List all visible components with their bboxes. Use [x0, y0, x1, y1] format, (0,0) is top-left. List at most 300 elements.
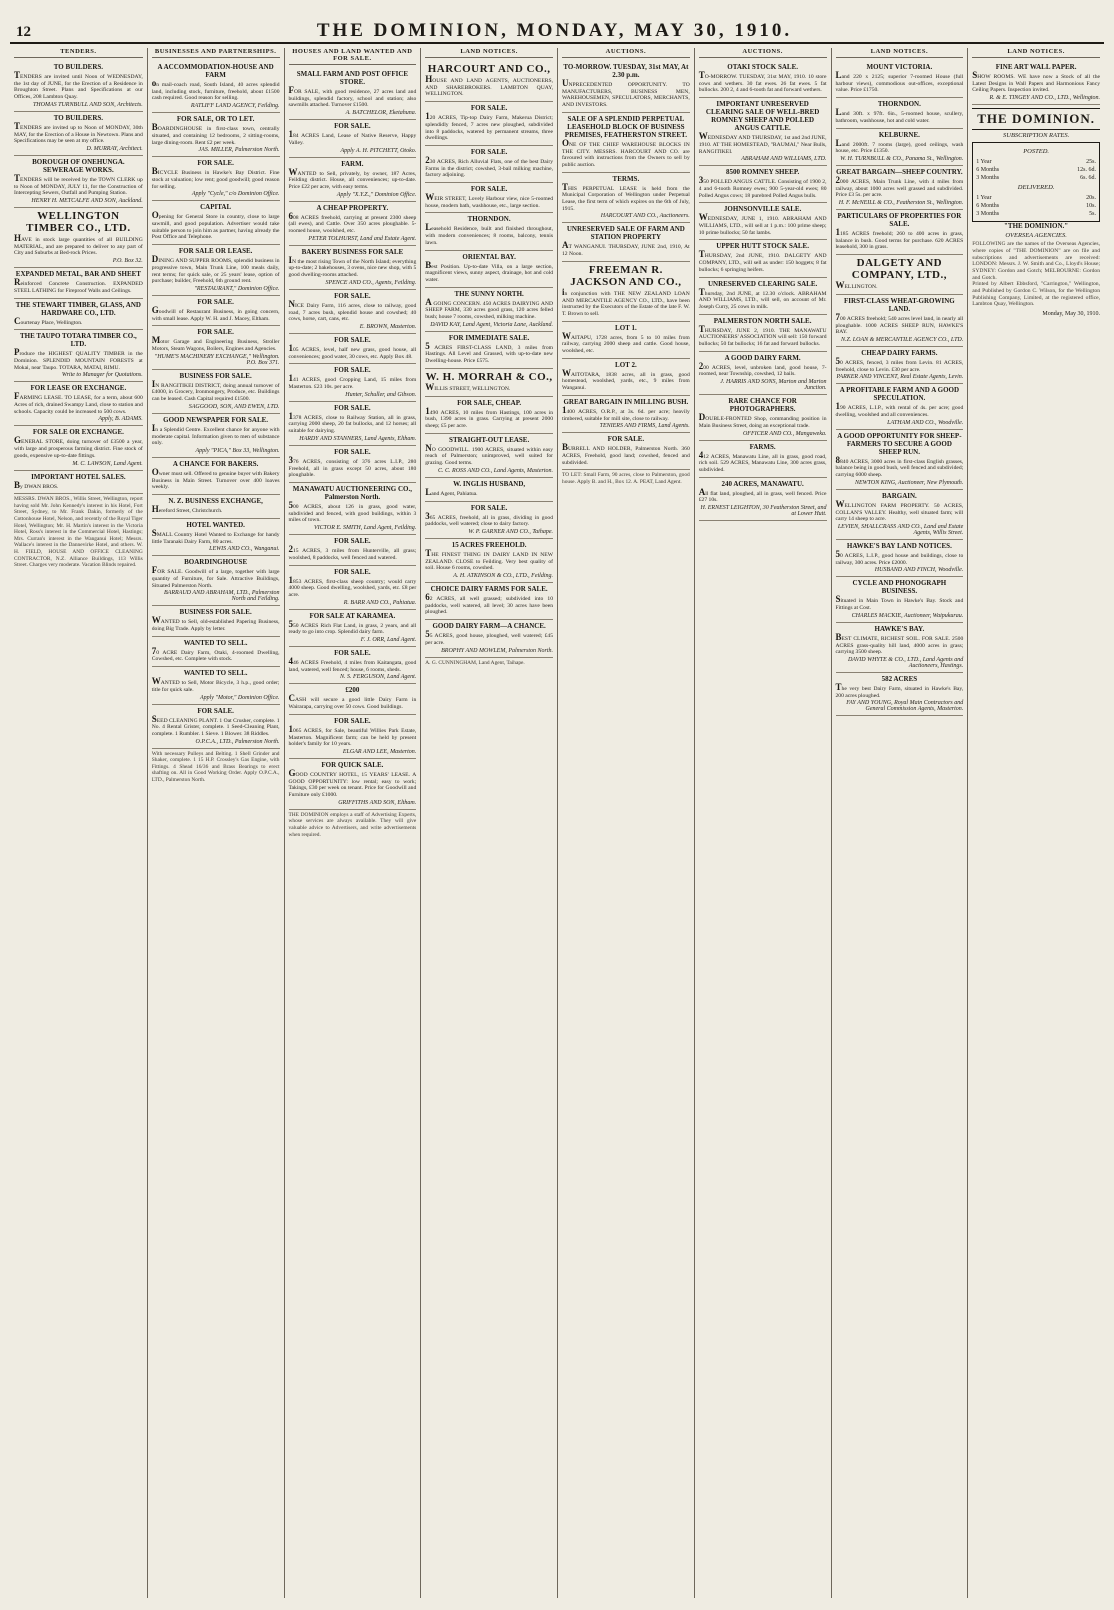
ad-body: 1185 ACRES freehold; 260 to 400 acres in grass, balance in bush. Good terms for purchase. 620 ACRES leasehold, 300 in grass.: [835, 227, 964, 251]
column-heading: LAND NOTICES.: [425, 48, 553, 58]
overseas-agencies-text: FOLLOWING are the names of the Overseas Agencies, where copies of "THE DOMINION" are on file and subscriptions and advertisements are received: LONDON: Messrs. J. W. Smith and Co., Lloyd's House; SYDNEY: Gordon and Gotch; MELBOURNE: Gordon and Gotch.: [972, 241, 1100, 281]
advertisement: [14, 156, 143, 208]
advertisement: [152, 556, 280, 606]
ad-title: A ACCOMMODATION-HOUSE AND FARM: [157, 63, 274, 79]
ad-signature: PARKER AND VINCENT, Real Estate Agents, Levin.: [836, 374, 964, 381]
ad-title: THORNDON.: [877, 100, 921, 109]
advertisement: [836, 210, 964, 255]
ad-body: NICE Dairy Farm, 116 acres, close to railway, good road, 7 acres bush, splendid house and cowshed; 40 cows, horse, cart, cans, etc.: [288, 298, 417, 323]
ad-title: IMPORTANT HOTEL SALES.: [31, 472, 126, 481]
column-2: [147, 48, 284, 1598]
ad-body: 215 ACRES, 3 miles from Hunterville, all grass; woolshed, 8 paddocks, well fenced and watered.: [288, 544, 417, 561]
advertisement: [152, 637, 280, 667]
advertisement: [289, 290, 417, 334]
ad-signature: D. MURRAY, Architect.: [86, 145, 143, 152]
advertisement: [152, 326, 280, 369]
printer-imprint: Printed by Albert Ebbsford, "Carrington," Wellington, and Published by Gordon C. Wilson, for the Wellington Publishing Company, Limited, at the registered office, Lambton Quay, Wellington.: [972, 281, 1100, 308]
advertisement: [836, 623, 964, 673]
ad-title: BOROUGH OF ONEHUNGA. SEWERAGE WORKS.: [32, 157, 125, 174]
ad-body: 2000 ACRES, Main Trunk Line, with 4 miles from railway, about 1000 acres well grassed and subdivided. Price £3 5s. per acre.: [835, 174, 964, 199]
ad-signature: BARRAUD AND ABRAHAM, LTD., Palmerston North and Feilding.: [164, 590, 280, 603]
ad-title: STRAIGHT-OUT LEASE.: [449, 435, 530, 444]
advertisement: [425, 288, 553, 332]
ad-title: BARGAIN.: [881, 491, 917, 500]
ad-body: on mail-coach road, South Island, 40 acres splendid land, including stock, furniture, freehold, about £1500 cash required. Good reason for selling.: [151, 78, 280, 102]
ad-title: TERMS.: [612, 174, 640, 183]
column-heading: LAND NOTICES.: [972, 48, 1100, 58]
advertisement: [152, 296, 280, 326]
advertisement: [289, 402, 417, 446]
ad-signature: E. BROWN, Masterton.: [359, 323, 417, 330]
advertisement: [152, 519, 280, 556]
ad-title: BOARDINGHOUSE: [184, 558, 248, 567]
advertisement: [836, 577, 964, 622]
advertisement: [289, 246, 417, 290]
ad-title: BUSINESS FOR SALE.: [179, 608, 252, 617]
ad-title: CHOICE DAIRY FARMS FOR SALE.: [430, 585, 548, 594]
ad-title: HARCOURT AND CO.,: [427, 63, 551, 75]
advertisement: [14, 268, 143, 298]
ad-body: 365 ACRES, freehold, all in grass, dividing in good paddocks, well watered; close to dairy factory.: [425, 510, 553, 528]
ad-body: 62 ACRES, all well grassed; subdivided into 10 paddocks, well watered, all level; 30 acres have been ploughed.: [425, 592, 553, 616]
advertisement: [836, 295, 964, 347]
ad-body: 230 ACRES, Rich Alluvial Flats, one of the best Dairy Farms in the district; cowshed, 3-bail milking machine, factory adjoining.: [425, 154, 553, 179]
ad-body: 1065 ACRES, for Sale, beautiful Willies Park Estate, Masterton. Magnificent farm; can be held by present holder's family for 10 years.: [288, 723, 417, 748]
ad-body: ONE OF THE CHIEF WAREHOUSE BLOCKS IN THE CITY. MESSRS. HARCOURT AND CO. are favoured with instructions from the Owners to sell by public auction.: [562, 137, 690, 168]
ad-body: 1400 ACRES, O.R.P., at 3s. 6d. per acre; heavily timbered, suitable for mill site, close to railway.: [562, 404, 690, 422]
ad-body: Leasehold Residence, built and finished throughout, with modern conveniences; 8 rooms, balcony, tennis lawn.: [425, 222, 553, 246]
advertisement: [289, 715, 417, 759]
ad-title: UPPER HUTT STOCK SALE.: [716, 242, 809, 251]
ad-title: FOR SALE.: [334, 335, 371, 344]
ad-body: All flat land, ploughed, all in grass, well fenced. Price £27 10s.: [698, 486, 827, 504]
ad-body: BOARDINGHOUSE in first-class town, centrally situated, and containing 12 bedrooms, 2 sitting-rooms, large dining-room. Rent £2 per week.: [151, 122, 280, 146]
ad-body: DINING AND SUPPER ROOMS, splendid business in progressive town, Main Trunk Line, 100 meals daily, rent terms; for quick sale, or 25 years' lease, option of purchase; builder, Freehold, 6th ground rent.: [151, 254, 280, 285]
rate-row: [976, 210, 1096, 218]
ad-signature: OFFICER AND CO., Mangaweka.: [742, 430, 827, 437]
ad-body: WEDNESDAY, JUNE 1, 1910. ABRAHAM AND WILLIAMS, LTD., will sell at 1 p.m.: 100 prime sheep; 10 prime bullocks; 50 fat lambs.: [698, 212, 827, 236]
ad-body: FARMING LEASE. TO LEASE, for a term, about 600 Acres of rich, drained Swampy Land, close to station and schools. Capacity could be increased to 500 cows.: [14, 391, 143, 415]
advertisement: [289, 535, 417, 565]
column-5: [557, 48, 694, 1598]
advertisement: [836, 384, 964, 429]
ad-title: FOR SALE, CHEAP.: [457, 398, 522, 407]
ad-body: Situated in Main Town in Hawke's Bay. Stock and Fittings at Cost.: [835, 594, 964, 612]
advertisement: [699, 98, 827, 166]
ad-body: SEED CLEANING PLANT. 1 Oat Crusher, complete. 1 No. 4 Rental Grister, complete. 1 Seed-Cleaning Plant, complete. 1 Rumbler. 1 Sieve. 1 Blower. 38 Riddles.: [151, 713, 280, 737]
advertisement: [14, 112, 143, 156]
ad-title: A CHANCE FOR BAKERS.: [172, 459, 259, 468]
rate-term: 6 Months: [976, 167, 1000, 174]
ad-body: 55 ACRES, good house, ploughed, well watered; £45 per acre.: [425, 629, 553, 646]
ad-body: Goodwill of Restaurant Business, in going concern, with small lease. Apply W. H. and J. Macey, Eltham.: [151, 304, 280, 322]
column-3: [284, 48, 421, 1598]
advertisement: [425, 332, 553, 369]
ad-title: BAKERY BUSINESS FOR SALE: [301, 247, 404, 256]
ad-title: FOR SALE.: [197, 297, 234, 306]
ad-signature: ABRAHAM AND WILLIAMS, LTD.: [741, 156, 827, 163]
rate-price: 5s.: [1089, 211, 1096, 218]
advertisement: [152, 157, 280, 201]
subscription-rates-table: [972, 142, 1100, 222]
column-filler-text: MESSRS. DWAN BROS., Willis Street, Wellington, report having sold Mr. John Kennedy's interest in his Hotel, Fort Street, Sydney, to Mr. Frank Dakin, formerly of the Cottonhouse Hotel, Nelson, and recently of the Royal Tiger Hotel, Wellington; Mr. H. Martin's interest in the Victoria Hotel, Ross's interest in the Commercial Hotel, Hastings; Mrs. Curran's interest in the Wanganui Hotel; Messrs. Wallace's interest in the Dannevirke Hotel, and others. W. H. FIELD, HOUSE AND OFFICE CLEANING CONTRACTOR, N.Z. Alliance Buildings, 113 Willis Street. Charges very moderate. Vacation Blinds repaired.: [14, 496, 143, 569]
advertisement: [425, 213, 553, 250]
ad-signature: W. P. GARNER AND CO., Taihape.: [468, 528, 553, 535]
ad-body: 700 ACRES freehold; 540 acres level land, in nearly all ploughable. 1000 ACRES SHEEP RUN, HAWKE'S BAY.: [835, 311, 964, 336]
ad-title: A PROFITABLE FARM AND A GOOD SPECULATION.: [839, 386, 960, 403]
ad-title: GREAT BARGAIN—SHEEP COUNTRY.: [836, 167, 963, 176]
ad-body: CASH will secure a good little Dairy Farm in Wairarapa, carrying over 50 cows. Good buildings.: [288, 693, 417, 711]
advertisement: [425, 397, 553, 434]
ad-title: FINE ART WALL PAPER.: [995, 63, 1077, 71]
ad-signature: A. BATCHELOR, Eketahuna.: [345, 110, 417, 117]
ad-body: By DWAN BROS.: [14, 479, 59, 490]
ad-body: Courtenay Place, Wellington.: [14, 315, 83, 326]
advertisement: [699, 240, 827, 277]
column-filler-text: THE DOMINION employs a staff of Advertising Experts, whose services are always available. They will give valuable advice to Advertisers, and write advertisements when required.: [288, 811, 417, 838]
ad-body: GENERAL STORE, doing turnover of £3500 a year, with large and prosperous farming district. Fine stock of goods, expensive up-to-date fittings.: [14, 435, 143, 459]
advertisement: [425, 502, 553, 539]
column-filler-text: A. G. CUNNINGHAM, Land Agent, Taihape.: [425, 659, 525, 666]
ad-signature: A. H. ATKINSON & CO., LTD., Feilding.: [453, 573, 553, 580]
ad-title: IMPORTANT UNRESERVED CLEARING SALE OF WELL-BRED ROMNEY SHEEP AND POLLED ANGUS CATTLE.: [705, 100, 820, 133]
ad-title: FOR SALE.: [334, 537, 371, 546]
rate-row: [976, 174, 1096, 182]
column-heading: AUCTIONS.: [699, 48, 827, 58]
advertisement: [14, 426, 143, 470]
ad-title: SALE OF A SPLENDID PERPETUAL LEASEHOLD BLOCK OF BUSINESS PREMISES, FEATHERSTON STREET.: [564, 114, 687, 139]
ad-body: 8840 ACRES, 3000 acres in first-class English grasses, balance being in good bush, well fenced and subdivided; carrying 6000 sheep.: [835, 454, 964, 479]
ad-body: AT WANGANUI. THURSDAY, JUNE 2nd, 1910, At 12 Noon.: [562, 240, 690, 258]
advertisement: [14, 382, 143, 426]
ad-body: Land 2000ft. 7 rooms (large), good ceilings, wash house, etc. Price £1350.: [835, 137, 964, 155]
ad-body: 5 ACRES FIRST-CLASS LAND, 3 miles from Hastings. All Level and Grassed, with up-to-date new Dwelling-house. Price £575.: [425, 340, 553, 365]
ad-signature: Write to Manager for Quotations.: [61, 372, 143, 379]
advertisement: [152, 370, 280, 414]
advertisement: [152, 705, 280, 749]
ad-title: A GOOD DAIRY FARM.: [724, 353, 801, 362]
ad-body: FOR SALE, with good residence, 27 acres land and buildings, splendid factory, school and station; also sawmills attached. Turnover £1500.: [288, 85, 417, 109]
ad-title: FOR SALE OR EXCHANGE.: [32, 428, 124, 437]
ad-body: GOOD COUNTRY HOTEL, 15 YEARS' LEASE. A GOOD OPPORTUNITY: low rental; easy to work; Takings, £30 per week on tenant. Price for Goodwill and Furniture only £1000.: [288, 767, 417, 799]
ad-signature: THOMAS TURNBULL AND SON, Architects.: [32, 101, 143, 108]
rate-row: [976, 202, 1096, 210]
advertisement: [289, 446, 417, 483]
rate-term: 1 Year: [976, 195, 992, 202]
ad-title: CYCLE AND PHONOGRAPH BUSINESS.: [852, 579, 947, 596]
ad-title: FREEMAN R. JACKSON AND CO.,: [570, 263, 682, 288]
advertisement: [289, 364, 417, 401]
ad-title: LOT 1.: [615, 323, 637, 332]
ad-body: NO GOODWILL. 1900 ACRES, situated within easy reach of Palmerston; unimproved, well suited for grazing. Good terms.: [425, 442, 553, 467]
advertisement: [152, 606, 280, 636]
rate-price: 20s.: [1086, 195, 1096, 202]
ad-title: OTAKI STOCK SALE.: [727, 63, 798, 71]
advertisement: [836, 673, 964, 716]
ad-body: IN RANGITIKEI DISTRICT, doing annual turnover of £4000, in Grocery, Ironmongery, Produce, etc. Buildings can be leased. Cash Capital required £1500.: [151, 378, 280, 403]
ad-body: Reinforced Concrete Construction. EXPANDED STEEL LATHING for Fireproof Walls and Ceilings.: [14, 277, 143, 294]
ad-body: Best Position. Up-to-date Villa, on a large section, magnificent views, sunny aspect, drainage, hot and cold water.: [425, 259, 553, 283]
ad-signature: GRIFFITHS AND SON, Eltham.: [338, 799, 417, 806]
advertisement: [836, 255, 964, 295]
advertisement: [972, 61, 1100, 105]
ad-title: MANAWATU AUCTIONEERING CO., Palmerston North.: [292, 484, 413, 501]
ad-body: WAITAPU, 1728 acres, from 5 to 10 miles from railway, carrying 2000 sheep and cattle. Good house, woolshed, etc.: [562, 330, 690, 355]
column-8: [967, 48, 1104, 1598]
ad-body: 200 ACRES, level, unbroken land, good house, 7-roomed, near Township, cowshed, 12 bails.: [698, 360, 827, 378]
rate-term: 6 Months: [976, 203, 1000, 210]
advertisement: [289, 759, 417, 810]
ad-body: 350 POLLED ANGUS CATTLE. Consisting of 1900 2, 4 and 6-tooth Romney ewes; 900 5-year-old ewes; 80 Polled Angus cows; 18 purebred Polled Angus bulls.: [698, 175, 827, 199]
ad-body: In a Splendid Centre. Excellent chance for anyone with moderate capital. Information given to men of substance only.: [151, 422, 280, 447]
advertisement: [562, 113, 690, 173]
ad-signature: LEWIS AND CO., Wanganui.: [209, 546, 280, 553]
column-heading: AUCTIONS.: [562, 48, 690, 58]
ad-title: FARM.: [341, 159, 364, 168]
ad-signature: CHARLES MACKIE, Auctioneer, Waipukurau.: [851, 612, 964, 619]
ad-signature: Apply "Cycle," c/o Dominion Office.: [191, 191, 280, 198]
advertisement: [836, 490, 964, 540]
ad-body: 190 ACRES, L.I.P., with rental of 4s. per acre; good dwelling, woolshed and all conveniences.: [835, 401, 964, 419]
ad-signature: Apply "Motor," Dominion Office.: [199, 694, 280, 701]
advertisement: [699, 315, 827, 352]
ad-body: Motor Garage and Engineering Business, Stroller Motors, Steam Wagons, Boilers, Engines and Agencies.: [151, 335, 280, 353]
ad-signature: J. HARRIS AND SONS, Marton and Marton Junction.: [720, 379, 827, 392]
ad-title: FOR SALE.: [334, 291, 371, 300]
ad-title: THORNDON.: [467, 215, 511, 224]
rate-term: 3 Months: [976, 175, 1000, 182]
column-heading: LAND NOTICES.: [836, 48, 964, 58]
ad-body: 500 ACRES, about 126 in grass, good water, subdivided and fenced, with good buildings, within 3 miles of town.: [288, 499, 417, 524]
ad-signature: ELGAR AND LEE, Masterton.: [342, 748, 417, 755]
ad-title: FOR SALE.: [470, 104, 508, 113]
ad-title: UNRESERVED CLEARING SALE.: [708, 279, 818, 288]
newspaper-title: THE DOMINION, MONDAY, MAY 30, 1910.: [316, 20, 793, 41]
ad-body: Opening for General Store in country, close to large sawmill, and good population. Advertiser would take suitable person to join him as partner, having already the Post Office and Telephone.: [151, 210, 280, 241]
ad-title: GOOD NEWSPAPER FOR SALE.: [163, 415, 269, 424]
ad-body: WEIR STREET, Lovely Harbour view, nice 5-roomed house, modern bath, washhouse, etc., large section.: [425, 192, 553, 209]
ad-title: GREAT BARGAIN IN MILLING BUSH.: [563, 397, 689, 406]
ad-title: FOR QUICK SALE.: [321, 760, 384, 769]
overseas-subtitle: OVERSEA AGENCIES.: [1005, 232, 1067, 240]
column-filler-text: With necessary Pulleys and Belting. 1 Shell Grinder and Shaker, complete. 1 15 H.P. Crossley's Gas Engine, with Fittings. 4 Shead 16/36 and Brass Bearings to erect shafting on. All in Good Working Order. Apply O.P.C.A., LTD., Palmerston North.: [151, 750, 280, 784]
ad-signature: Apply "PICA," Box 33, Wellington.: [195, 447, 280, 454]
ad-signature: SPENCE AND CO., Agents, Feilding.: [325, 279, 417, 286]
column-filler-text: TO LET: Small Farm, 90 acres, close to Palmerston, good house. Apply B. and H., Box 12. A. PEAT, Land Agent.: [562, 472, 690, 485]
ad-body: Land 220 x 2125; superior 7-roomed House (full harbour views), commodious out-offices, exceptional value. Price £1750.: [835, 70, 964, 94]
advertisement: [14, 471, 143, 495]
ad-title: FOR SALE.: [334, 567, 371, 576]
advertisement: [562, 433, 690, 470]
ad-body: WILLIS STREET, WELLINGTON.: [425, 381, 511, 392]
ad-body: Land 30ft. x 97ft. 6in., 5-roomed house, scullery, bathroom, washhouse, hot and cold water.: [835, 107, 964, 124]
advertisement: [425, 183, 553, 213]
advertisement: [14, 299, 143, 331]
advertisement: [425, 251, 553, 288]
ad-signature: R. BARR AND CO., Pahiatua.: [343, 599, 417, 606]
rate-price: 25s.: [1086, 159, 1096, 166]
advertisement: [699, 166, 827, 203]
ad-title: 15 ACRES FREEHOLD.: [451, 540, 527, 549]
ad-body: The very best Dairy Farm, situated in Hawke's Bay, 200 acres ploughed.: [835, 681, 964, 699]
ad-body: Produce the HIGHEST QUALITY TIMBER in the Dominion. SPLENDID MOUNTAIN FORESTS at Mokai, near Taupo. TOTARA, MATAI, RIMU.: [14, 347, 143, 371]
ad-title: 8500 ROMNEY SHEEP.: [726, 168, 800, 177]
ad-title: KELBURNE.: [878, 130, 920, 139]
ad-title: FIRST-CLASS WHEAT-GROWING LAND.: [844, 296, 955, 313]
ad-body: WELLINGTON FARM PROPERTY. 50 ACRES, COLLAN'S VALLEY. Healthy, well situated farm; will carry 14 sheep to acre.: [835, 498, 964, 523]
column-heading: BUSINESSES AND PARTNERSHIPS.: [152, 48, 280, 58]
advertisement: [289, 158, 417, 202]
ad-title: ORIENTAL BAY.: [462, 252, 516, 261]
advertisement: [425, 539, 553, 583]
ad-signature: W. H. TURNBULL & CO., Panama St., Wellington.: [840, 155, 964, 162]
ad-body: 184 ACRES Land, Lease of Native Reserve, Happy Valley.: [288, 129, 417, 146]
advertisement: [562, 173, 690, 224]
column-4: [420, 48, 557, 1598]
advertisement: [14, 330, 143, 382]
ad-title: WANTED TO SELL.: [183, 669, 248, 678]
ad-signature: R. & E. TINGEY AND CO., LTD., Wellington.: [989, 95, 1100, 102]
ad-title: FOR SALE.: [334, 366, 371, 375]
advertisement: [562, 322, 690, 359]
rate-term: 1 Year: [976, 159, 992, 166]
ad-body: BICYCLE Business in Hawke's Bay District. Fine stock at valuation; low rent; good goodwill; good reason for selling.: [151, 166, 280, 190]
ad-signature: LEVIEN, SHALLCRASS AND CO., Land and Estate Agents, Willis Street.: [837, 523, 964, 536]
ad-title: FOR SALE.: [197, 159, 234, 168]
ad-signature: JAS. MILLER, Palmerston North.: [198, 147, 280, 154]
ad-signature: "RESTAURANT," Dominion Office.: [194, 285, 280, 292]
advertisement: [289, 334, 417, 364]
ad-body: UNPRECEDENTED OPPORTUNITY. TO MANUFACTURERS, BUSINESS MEN, WAREHOUSEMEN, SPECULATORS, MERCHANTS, AND INVESTORS.: [562, 78, 690, 109]
ad-signature: PETER TOLHURST, Land and Estate Agent.: [308, 235, 417, 242]
advertisement: [836, 129, 964, 166]
posted-label: POSTED.: [1023, 148, 1050, 156]
ad-body: 608 ACRES freehold, carrying at present 2300 sheep (all ewes), and Cattle. Over 350 acres ploughable. 5-roomed house, woolshed, etc.: [288, 210, 417, 235]
ad-body: BURRELL AND HOLDER, Palmerston North. 360 ACRES, Freehold, good land; cowshed, fenced and subdivided.: [562, 442, 690, 466]
ad-title: WELLINGTON TIMBER CO., LTD.: [26, 210, 131, 235]
ad-title: THE TAUPO TOTARA TIMBER CO., LTD.: [20, 332, 137, 349]
ad-body: 550 ACRES Rich Flat Land, in grass, 2 years, and all ready to go into crop. Splendid dairy farm.: [288, 618, 417, 636]
ad-signature: FAY AND YOUNG, Royal Main Contractors and General Commission Agents, Masterton.: [846, 700, 964, 713]
advertisement: [152, 245, 280, 296]
ad-body: SMALL Country Hotel Wanted to Exchange for handy little Taranaki Dairy Farm, 80 acres.: [151, 527, 280, 545]
ad-title: CHEAP DAIRY FARMS.: [861, 348, 938, 357]
ad-body: 376 ACRES, consisting of 376 acres L.I.P., 280 Freehold, all in grass except 50 acres, about 180 ploughable.: [288, 454, 417, 479]
ad-signature: "HUME'S MACHINERY EXCHANGE," Wellington. P.O. Box 371.: [154, 353, 280, 366]
ad-body: Thursday, 2nd JUNE, at 12.30 o'clock. ABRAHAM AND WILLIAMS, LTD., will sell, on account of Mr. Joseph Curry, 25 cows in milk.: [698, 286, 827, 310]
ad-body: WELLINGTON.: [835, 280, 878, 291]
advertisement: [152, 667, 280, 704]
advertisement: [836, 61, 964, 98]
ad-body: THIS PERPETUAL LEASE is held from the Municipal Corporation of Wellington under Perpetual Lease, the first term of which expires on the 6th of July, 1915.: [562, 181, 690, 212]
ad-body: 1853 ACRES, first-class sheep country; would carry 4000 sheep. Good dwelling, woolshed, yards, etc. £8 per acre.: [288, 574, 417, 598]
ad-signature: Apply "X.Y.Z.," Dominion Office.: [336, 191, 417, 198]
ad-title: HOTEL WANTED.: [186, 520, 245, 529]
advertisement: [425, 102, 553, 146]
advertisement: [289, 647, 417, 684]
advertisement: [289, 120, 417, 157]
advertisement: [562, 262, 690, 322]
ad-signature: Apply A. H. PITCHETT, Otoko.: [340, 147, 417, 154]
ad-body: HAVE in stock large quantities of all BUILDING MATERIAL, and are prepared to deliver to any part of City and Suburbs at Bed-rock Prices.: [14, 233, 143, 257]
ad-body: Land Agent, Pahiatua.: [425, 486, 478, 497]
advertisement: [425, 61, 553, 102]
ad-title: FOR SALE.: [334, 403, 371, 412]
ad-signature: Apply, B. ADAMS.: [98, 416, 143, 423]
ad-signature: RATLIFF LAND AGENCY, Feilding.: [190, 103, 280, 110]
ad-body: 120 ACRES, Tip-top Dairy Farm, Makerua District; splendidly fenced, 7 acres new ploughed, subdivided into 8 paddocks, watered by permanent streams, three dwellings.: [425, 111, 553, 142]
ad-title: GOOD DAIRY FARM—A CHANCE.: [432, 622, 546, 631]
advertisement: [425, 369, 553, 397]
ad-signature: HARDY AND STANNERS, Land Agents, Eltham.: [299, 435, 417, 442]
advertisement: [699, 478, 827, 521]
ad-body: WANTED to Sell, Motor Bicycle, 3 h.p., good order; title for quick sale.: [151, 676, 280, 693]
ad-signature: O.P.C.A., LTD., Palmerston North.: [195, 738, 280, 745]
ad-title: FOR SALE AT KARAMEA.: [309, 611, 396, 620]
ad-title: FOR SALE, OR TO LET.: [176, 115, 255, 124]
ad-title: HAWKE'S BAY.: [874, 624, 925, 633]
advertisement: [699, 278, 827, 315]
advertisement: [152, 61, 280, 113]
ad-body: DOUBLE-FRONTED Shop, commanding position in Main Business Street, doing an exceptional trade.: [698, 412, 827, 429]
advertisement: [699, 395, 827, 440]
advertisement: [425, 478, 553, 502]
ad-title: CAPITAL: [200, 203, 232, 212]
advertisement: [699, 441, 827, 478]
advertisement: [836, 347, 964, 384]
column-7: [831, 48, 968, 1598]
ad-title: THE STEWART TIMBER, GLASS, AND HARDWARE CO., LTD.: [15, 300, 141, 317]
ad-signature: H. F. McNEILL & CO., Featherston St., Wellington.: [838, 200, 964, 207]
ad-title: SMALL FARM AND POST OFFICE STORE.: [296, 70, 409, 86]
rate-price: 10s.: [1086, 203, 1096, 210]
ad-title: MOUNT VICTORIA.: [866, 63, 933, 71]
advertisement: [152, 113, 280, 157]
masthead: [10, 20, 1104, 44]
ad-body: 412 ACRES, Manawatu Line, all in grass, good road, rich soil. 529 ACRES, Manawatu Line, 300 acres grass, subdivided.: [698, 449, 827, 473]
rate-price: 12s. 6d.: [1077, 167, 1096, 174]
ad-signature: BROPHY AND MOWLEM, Palmerston North.: [441, 647, 553, 654]
ad-body: Hereford Street, Christchurch.: [151, 504, 223, 515]
ad-title: FOR SALE.: [334, 716, 371, 725]
ad-title: 240 ACRES, MANAWATU.: [721, 479, 804, 488]
publication-date: Monday, May 30, 1910.: [1042, 311, 1100, 318]
ad-title: DALGETY AND COMPANY, LTD.,: [851, 257, 947, 282]
ad-body: IN the most rising Town of the North Island; everything up-to-date; 2 bakehouses, 3 ovens, nice new shop, with 5 good dwelling-rooms attached.: [288, 254, 417, 279]
advertisement: [289, 566, 417, 610]
ad-title: FOR SALE.: [470, 147, 508, 156]
advertisement: [152, 414, 280, 458]
ad-title: FOR SALE.: [334, 447, 371, 456]
ad-signature: N.Z. LOAN & MERCANTILE AGENCY CO., LTD.: [840, 336, 964, 343]
ad-signature: N. S. FERGUSON, Land Agent.: [340, 674, 417, 681]
ad-signature: F. J. ORR, Land Agent.: [360, 637, 417, 644]
advertisement: [152, 201, 280, 245]
rate-term: 3 Months: [976, 211, 1000, 218]
ad-title: PALMERSTON NORTH SALE.: [713, 316, 812, 325]
ad-body: TO-MORROW. TUESDAY, 31st MAY, 1910. 10 store cows and wethers. 30 fat ewes. 26 fat ewes. 5 fat bullocks. 200 2, 4 and 6-tooth fat and forward wethers.: [698, 70, 827, 94]
ad-title: RARE CHANCE FOR PHOTOGRAPHERS.: [728, 397, 797, 414]
ad-title: FOR SALE.: [607, 435, 645, 444]
ad-signature: DAVID KAY, Land Agent, Victoria Lane, Auckland.: [430, 321, 553, 328]
ad-title: FOR SALE.: [197, 706, 234, 715]
advertisement: [562, 223, 690, 261]
ad-signature: DAVID WHYTE & CO., LTD., Land Agents and Auctioneers, Hastings.: [847, 656, 964, 669]
ad-body: WANTED to Sell, privately, by owner, 187 Acres, Feilding district. House, all conveniences; up-to-date. Price £22 per acre, with easy terms.: [288, 166, 417, 190]
ad-signature: HUSBAND AND FINCH, Woodville.: [874, 567, 964, 574]
ad-title: W. H. MORRAH & CO.,: [425, 370, 553, 383]
ad-body: WEDNESDAY AND THURSDAY, 1st and 2nd JUNE, 1910. AT THE HOMESTEAD, "RAUMAI," Near Bulls, RANGITIKEI.: [698, 131, 827, 155]
